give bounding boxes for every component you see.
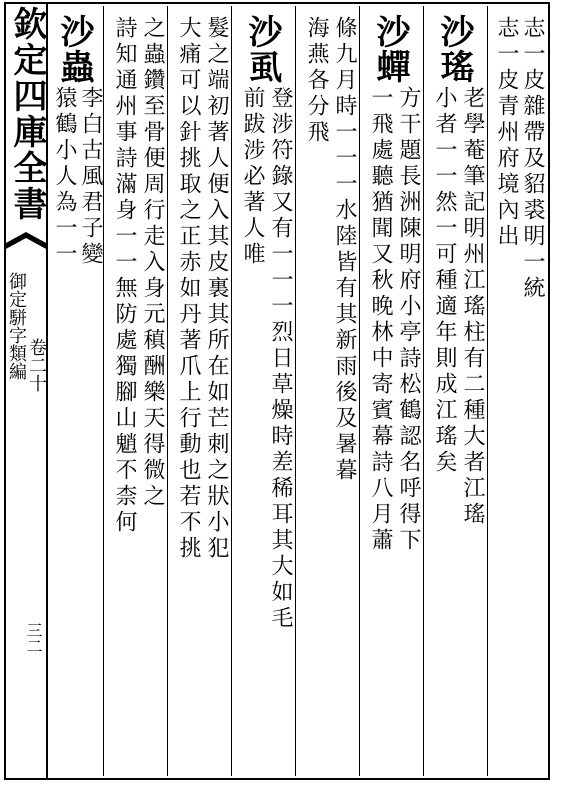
column-4-line-1: 條九月時一一一水陸皆有其新雨後及暑暮 [332, 16, 357, 484]
column-2-line-2: 小者一一然一可種適年則成江瑤矣 [432, 86, 457, 476]
column-7-line-1: 之蟲鑽至骨便周行走入身元稹酬樂天得微之 [140, 16, 165, 510]
column-7-line-2: 詩知通州事詩滿身一一無防處獨腳山魈不柰何 [112, 16, 137, 536]
column-8-line-1: 李白古風君子變 [78, 86, 103, 268]
column-3-line-1: 方干題長洲陳明府小亭詩松鶴認名呼得下 [396, 86, 421, 554]
column-4-line-2: 海燕各分飛 [304, 16, 329, 146]
text-column-5 [232, 6, 296, 776]
text-column-3 [360, 6, 424, 776]
book-title: 御定駢字類編 [6, 272, 27, 380]
column-5-line-1: 登涉符錄又有一一一烈日草燥時差稀耳其大如毛 [268, 86, 293, 632]
column-6-line-2: 大痛可以針挑取之正赤如丹著爪上行動也若不挑 [176, 16, 201, 562]
volume-label: 卷二十 [26, 338, 47, 392]
column-5-line-2: 前跋涉必著人唯 [240, 86, 265, 268]
headword-sha-shi: 沙虱 [242, 14, 282, 84]
margin-strip [4, 2, 48, 780]
page-number: 三二 [24, 622, 43, 654]
column-3-line-2: 一飛處聽猶聞又秋晚林中寄賓幕詩八月蕭 [368, 86, 393, 554]
column-1-line-1: 志一皮雜帶及貂裘明一統 [520, 16, 545, 302]
text-column-6 [168, 6, 232, 776]
text-column-2 [424, 6, 488, 776]
column-1-line-2: 志一皮青州府境內出 [494, 16, 519, 250]
headword-sha-chan: 沙蟬 [370, 14, 410, 84]
library-title: 欽定四庫全書 [7, 6, 47, 222]
text-column-8 [48, 6, 104, 776]
text-column-4 [296, 6, 360, 776]
headword-sha-chong: 沙蟲 [54, 14, 94, 84]
fishtail-ornament [4, 230, 48, 270]
column-8-line-2: 猿鶴小人為一一 [52, 86, 77, 268]
text-column-1 [488, 6, 550, 776]
column-2-line-1: 老學菴筆記明州江瑤柱有二種大者江瑤 [460, 86, 485, 528]
headword-sha-yao: 沙瑤 [434, 14, 474, 84]
text-column-7 [104, 6, 168, 776]
column-6-line-1: 髮之端初著人便入其皮裏其所在如芒刺之狀小犯 [204, 16, 229, 562]
